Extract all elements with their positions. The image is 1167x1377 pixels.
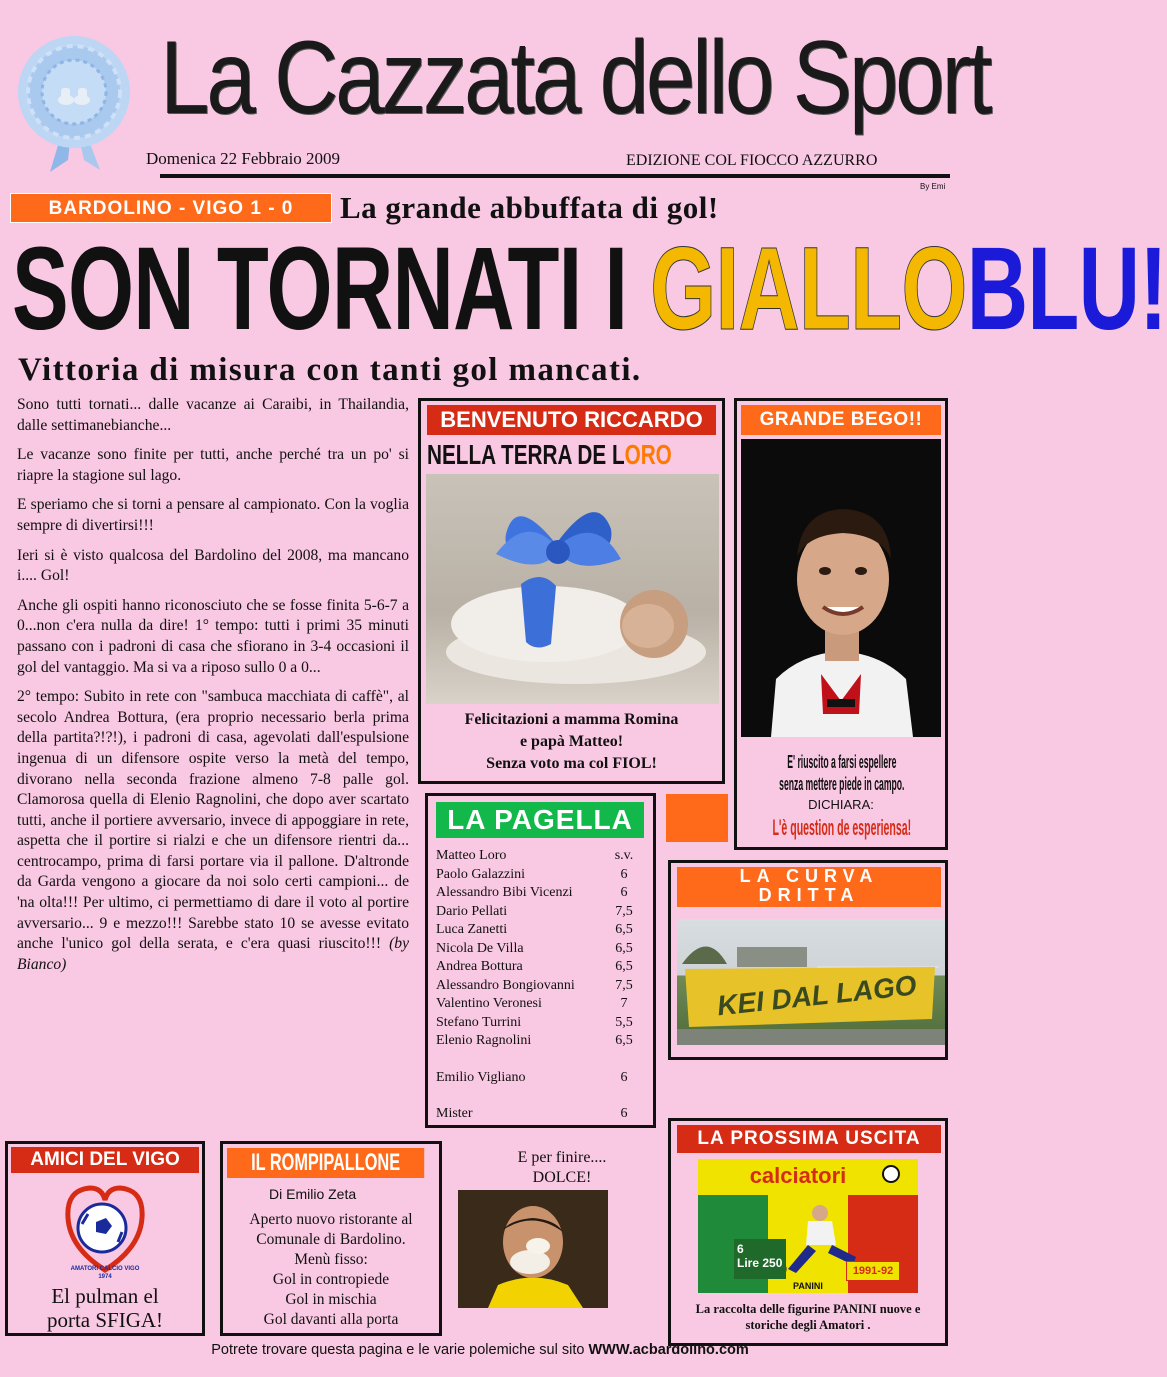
rompipallone-box xyxy=(220,1141,442,1336)
player-vote: 7 xyxy=(620,996,628,1011)
article-paragraph: Anche gli ospiti hanno riconosciuto che se fosse finita 5-6-7 a 0...non c'era nulla da dire! 1° tempo: tutti i primi 35 minuti passano con i padroni di casa che sfiorano in 3-4 occasioni il gol del vantaggio. Ma si va a riposo sullo 0 a 0... xyxy=(17,596,409,676)
footer-site-link[interactable]: WWW.acbardolino.com xyxy=(588,1342,749,1358)
article-signature: (by Bianco) xyxy=(17,935,409,973)
player-name: Paolo Galazzini xyxy=(436,866,526,882)
pagella-row xyxy=(436,866,644,885)
player-name: Alessandro Bongiovanni xyxy=(436,977,575,993)
player-name: Dario Pellati xyxy=(436,903,508,919)
pagella-row xyxy=(436,921,644,940)
amici-title: AMICI DEL VIGO xyxy=(11,1147,199,1173)
player-name: Luca Zanetti xyxy=(436,922,508,937)
player-vote: 6 xyxy=(620,866,628,882)
article-paragraph: 2° tempo: Subito in rete con "sambuca macchiata di caffè", al secolo Andrea Bottura, (era proprio necessario berla prima della partita?!?!), i padroni di casa, agevolati dall'espulsione ingenua di un difensore ospite verso la metà del tempo, divorano nella seconda frazione almeno 7-8 palle gol. Clamorosa quella di Elenio Ragnolini, che dopo aver scartato tutti, anche il portiere avversario, invece di appoggiare in rete, aspetta che il portire si rialzi e che un difensore rientri da... centrocampo, prima di farsi portare via il pallone. D'altronde da Garda vengono a giocare da noi solo certi campioni... de 'na olta!!! Per ultimo, ci permettiamo di dare il voto al portire avversario... 9 e mezzo!!! Sarebbe stato 10 se avesse evitato anche l'unico gol della serata, e c'era quasi riuscito!!! (by Bianco) xyxy=(17,688,409,973)
soccer-ball-icon xyxy=(882,1165,900,1183)
vigo-logo-text: AMATORI CALCIO VIGO xyxy=(70,1266,140,1272)
orange-block xyxy=(666,794,728,842)
player-vote: 6,5 xyxy=(615,940,633,956)
pagella-coach-row: Emilio Vigliano 6 xyxy=(436,1069,628,1085)
curva-photo xyxy=(677,919,945,1045)
article-paragraph: Ieri si è visto qualcosa del Bardolino del 2008, ma mancano i.... Gol! xyxy=(17,546,409,585)
curva-title: LA CURVA DRITTA xyxy=(677,867,941,907)
player-vote: 6,5 xyxy=(615,922,633,937)
panini-album-brand: PANINI xyxy=(793,1281,823,1291)
dolce-caption: E per finire.... DOLCE! xyxy=(517,1149,607,1186)
rompipallone-title: IL ROMPIPALLONE xyxy=(227,1148,424,1178)
panini-album-season: 1991-92 xyxy=(846,1261,900,1281)
vigo-logo-year: 1974 xyxy=(98,1274,112,1280)
player-vote: 7,5 xyxy=(615,903,633,919)
baby-photo xyxy=(426,474,719,704)
prossima-box xyxy=(668,1118,948,1346)
player-name: Stefano Turrini xyxy=(436,1014,522,1030)
footer xyxy=(0,1342,960,1358)
bego-photo xyxy=(741,439,941,737)
player-name: Andrea Bottura xyxy=(436,959,523,974)
player-name: Matteo Loro xyxy=(436,848,507,863)
player-vote: 5,5 xyxy=(615,1014,633,1030)
masthead-title: La Cazzata dello Sport xyxy=(160,20,990,136)
player-name: Nicola De Villa xyxy=(436,940,524,956)
article-paragraph: Sono tutti tornati... dalle vacanze ai Caraibi, in Thailandia, dalle settimanebianche... xyxy=(17,396,409,434)
bego-caption: E' riuscito a farsi espellere senza mettere piede in campo. xyxy=(779,752,905,794)
curva-box xyxy=(668,860,948,1060)
panini-album-image xyxy=(698,1159,918,1293)
benvenuto-title: BENVENUTO RICCARDO xyxy=(427,405,716,435)
pagella-mister-row: Mister 6 xyxy=(436,1106,628,1121)
player-vote: 6,5 xyxy=(615,1033,633,1048)
headline-kicker: La grande abbuffata di gol! xyxy=(340,190,719,225)
benvenuto-caption: Felicitazioni a mamma Romina e papà Matteo! Senza voto ma col FIOL! xyxy=(464,711,679,772)
player-vote: s.v. xyxy=(614,848,634,863)
player-name: Valentino Veronesi xyxy=(436,996,542,1011)
bego-title: GRANDE BEGO!! xyxy=(741,405,941,435)
pagella-list xyxy=(436,847,644,1124)
pagella-row xyxy=(436,958,644,977)
pagella-row xyxy=(436,1032,644,1051)
pagella-row xyxy=(436,977,644,996)
benvenuto-box xyxy=(418,398,725,784)
panini-album-title: calciatori xyxy=(749,1163,847,1188)
benvenuto-subtitle: NELLA TERRA DE LORO xyxy=(427,439,672,470)
masthead-rule xyxy=(160,174,950,178)
amici-box xyxy=(5,1141,205,1336)
player-vote: 6,5 xyxy=(615,959,633,974)
player-name: Elenio Ragnolini xyxy=(436,1033,532,1048)
prossima-caption: La raccolta delle figurine PANINI nuove e storiche degli Amatori . xyxy=(695,1302,921,1332)
rompipallone-text: Aperto nuovo ristorante al Comunale di Bardolino. Menù fisso: Gol in contropiede Gol in mischia Gol davanti alla porta xyxy=(249,1211,413,1328)
main-article xyxy=(17,395,409,975)
pagella-row xyxy=(436,940,644,959)
prossima-title: LA PROSSIMA USCITA xyxy=(677,1125,941,1153)
bego-box xyxy=(734,398,948,850)
pagella-row xyxy=(436,1014,644,1033)
player-name: Alessandro Bibi Vicenzi xyxy=(436,885,573,900)
masthead-byline: By Emi xyxy=(920,182,946,191)
article-paragraph: Le vacanze sono finite per tutti, anche perché tra un po' si riapre la stagione sul lago. xyxy=(17,446,409,484)
footer-text: Potrete trovare questa pagina e le varie polemiche sul sito xyxy=(211,1342,589,1358)
main-headline xyxy=(12,223,1167,355)
headline-part1: SON TORNATI I xyxy=(12,223,651,355)
headline-giallo: GIALLO xyxy=(650,223,967,355)
pagella-row xyxy=(436,903,644,922)
subhead: Vittoria di misura con tanti gol mancati. xyxy=(18,352,642,388)
dolce-photo xyxy=(458,1190,608,1308)
rompipallone-author: Di Emilio Zeta xyxy=(269,1186,357,1202)
headline-blu: BLU! xyxy=(966,223,1167,355)
score-tag: BARDOLINO - VIGO 1 - 0 xyxy=(10,193,332,223)
amici-caption: El pulman el porta SFIGA! xyxy=(46,1284,164,1332)
pagella-row xyxy=(436,995,644,1014)
panini-album-price: 6 Lire 250 xyxy=(734,1239,786,1279)
pagella-row xyxy=(436,847,644,866)
player-vote: 7,5 xyxy=(615,977,633,993)
masthead-edition: EDIZIONE COL FIOCCO AZZURRO xyxy=(626,152,878,169)
article-paragraph: E speriamo che si torni a pensare al campionato. Con la voglia sempre di divertirsi!!! xyxy=(17,496,409,534)
bego-quote: L'è question de esperiensa! xyxy=(772,815,912,840)
pagella-row xyxy=(436,884,644,903)
pagella-title: LA PAGELLA xyxy=(436,802,644,838)
player-vote: 6 xyxy=(620,885,628,900)
curva-banner-text: KEI DAL LAGO xyxy=(715,969,918,1022)
masthead-date: Domenica 22 Febbraio 2009 xyxy=(146,149,341,168)
ribbon-rosette-icon xyxy=(10,22,138,172)
bego-dichiara: DICHIARA: xyxy=(808,797,874,812)
pagella-box xyxy=(425,793,656,1128)
